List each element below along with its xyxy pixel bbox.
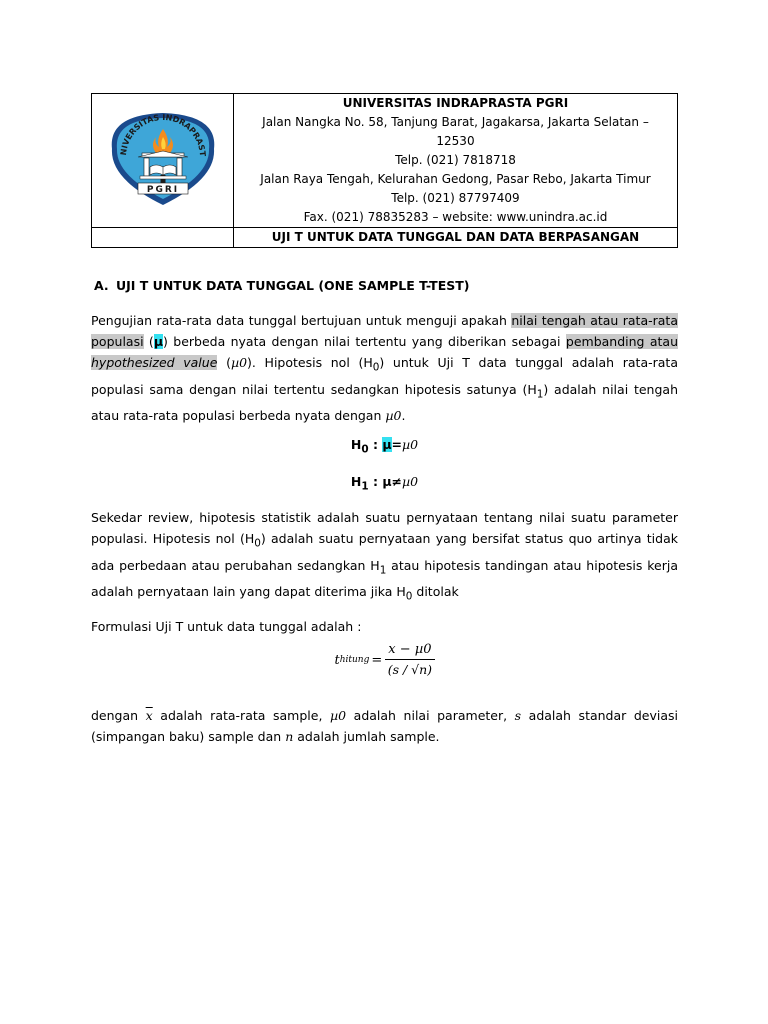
null-hypothesis-equation — [91, 434, 678, 461]
document-subject: UJI T UNTUK DATA TUNGGAL DAN DATA BERPASANGAN — [234, 228, 678, 248]
subscript: 1 — [379, 564, 387, 576]
text-run: Sekedar review, hipotesis statistik adalah suatu pernyataan tentang nilai suatu parameter populasi. Hipotesis nol (H — [91, 510, 678, 546]
highlight-population-mean: nilai tengah atau rata-rata populasi — [91, 313, 678, 349]
text-run: . — [401, 408, 406, 423]
paragraph-intro — [91, 310, 678, 426]
eq-text: H — [350, 473, 362, 489]
letterhead — [91, 93, 678, 248]
eq-text: : — [368, 473, 383, 489]
university-logo-icon — [104, 109, 222, 209]
eq-text: : — [368, 437, 383, 452]
text-run: dengan — [91, 707, 146, 723]
subscript: 0 — [405, 590, 413, 603]
paragraph-review — [91, 507, 678, 608]
phone-east: Telp. (021) 87797409 — [391, 191, 520, 205]
alternative-hypothesis-equation — [91, 471, 678, 498]
text-run: ditolak — [412, 584, 459, 599]
text-run: Pengujian rata-rata data tunggal bertujuan untuk menguji apakah — [91, 313, 512, 328]
text-run: atau hipotesis tandingan atau hipotesis kerja adalah pernyataan lain yang dapat diterima jika H — [91, 557, 678, 599]
text-run: adalah standar deviasi (simpangan baku) sample dan — [91, 707, 679, 744]
subscript: 0 — [254, 537, 261, 550]
text-run: ) adalah nilai tengah atau rata-rata populasi berbeda nyata dengan — [91, 381, 678, 423]
letterhead-info — [234, 94, 678, 228]
document-body — [91, 276, 678, 755]
text-run: ) adalah suatu pernyataan yang bersifat status quo artinya tidak ada perbedaan atau perubahan sedangkan H — [91, 531, 678, 573]
formula-t: t — [334, 652, 340, 668]
mu-symbol: µ — [153, 334, 164, 349]
paragraph-formula-intro: Formulasi Uji T untuk data tunggal adalah : — [91, 618, 362, 634]
eq-text: H — [350, 437, 362, 452]
text-run: ) berbeda nyata dengan nilai tertentu yang diberikan sebagai — [163, 334, 566, 349]
section-title: UJI T UNTUK DATA TUNGGAL (ONE SAMPLE T-TEST) — [116, 278, 470, 293]
paragraph-definitions — [91, 705, 678, 747]
subscript: 0 — [372, 361, 380, 374]
mu-symbol: µ — [382, 437, 392, 452]
address-south: Jalan Nangka No. 58, Tanjung Barat, Jagakarsa, Jakarta Selatan – — [262, 115, 649, 129]
mu0-symbol: µ0 — [330, 707, 347, 723]
s-symbol: s — [514, 707, 522, 723]
eq-operator: ≠ — [391, 473, 403, 489]
text-run: ). Hipotesis nol (H — [247, 355, 373, 370]
formula-expression — [334, 641, 434, 680]
subscript: 0 — [361, 443, 369, 456]
subscript: 1 — [361, 480, 369, 492]
text-run: ( — [217, 355, 231, 370]
mu0-symbol: µ0 — [402, 473, 419, 489]
text-run: ( — [143, 334, 154, 349]
n-symbol: n — [285, 728, 294, 744]
logo-cell-bottom — [92, 228, 234, 248]
section-number: A. — [94, 278, 109, 293]
mu0-symbol: µ0 — [230, 355, 248, 370]
highlight-comparison: pembanding atau — [565, 334, 678, 349]
logo-pgri-text: PGRI — [146, 184, 179, 195]
mu-symbol: µ — [382, 473, 392, 489]
text-run: ) untuk Uji T data tunggal adalah rata-rata populasi sama dengan nilai tertentu sedangkan hipotesis satunya (H — [91, 355, 678, 397]
text-run: adalah nilai parameter, — [346, 707, 515, 723]
subscript: 1 — [536, 388, 544, 400]
xbar-symbol: $\overline{x}$ — [145, 707, 153, 723]
phone-south: Telp. (021) 7818718 — [395, 153, 516, 167]
eq-operator: = — [391, 437, 403, 452]
formula-equals: = — [371, 652, 383, 668]
formula-subscript: hitung — [339, 655, 370, 665]
fax-website: Fax. (021) 78835283 – website: www.unindra.ac.id — [303, 210, 608, 224]
text-run: adalah jumlah sample. — [293, 728, 440, 744]
text-run: adalah rata-rata sample, — [152, 707, 330, 723]
address-east: Jalan Raya Tengah, Kelurahan Gedong, Pasar Rebo, Jakarta Timur — [260, 172, 651, 186]
university-name: UNIVERSITAS INDRAPRASTA PGRI — [342, 96, 569, 110]
mu0-symbol: µ0 — [402, 437, 419, 452]
formula-denominator: (s / √n) — [387, 661, 433, 677]
mu0-symbol: µ0 — [385, 408, 402, 423]
logo-cell — [92, 94, 234, 228]
formula-numerator: x − µ0 — [385, 641, 434, 660]
logo-arc-text: NIVERSITAS INDRAPRAST — [118, 112, 207, 156]
t-statistic-formula — [91, 641, 678, 699]
highlight-hypothesized-value: hypothesized value — [91, 355, 218, 370]
section-heading — [94, 276, 678, 296]
address-south-postcode: 12530 — [436, 134, 475, 148]
formula-fraction — [385, 641, 434, 680]
